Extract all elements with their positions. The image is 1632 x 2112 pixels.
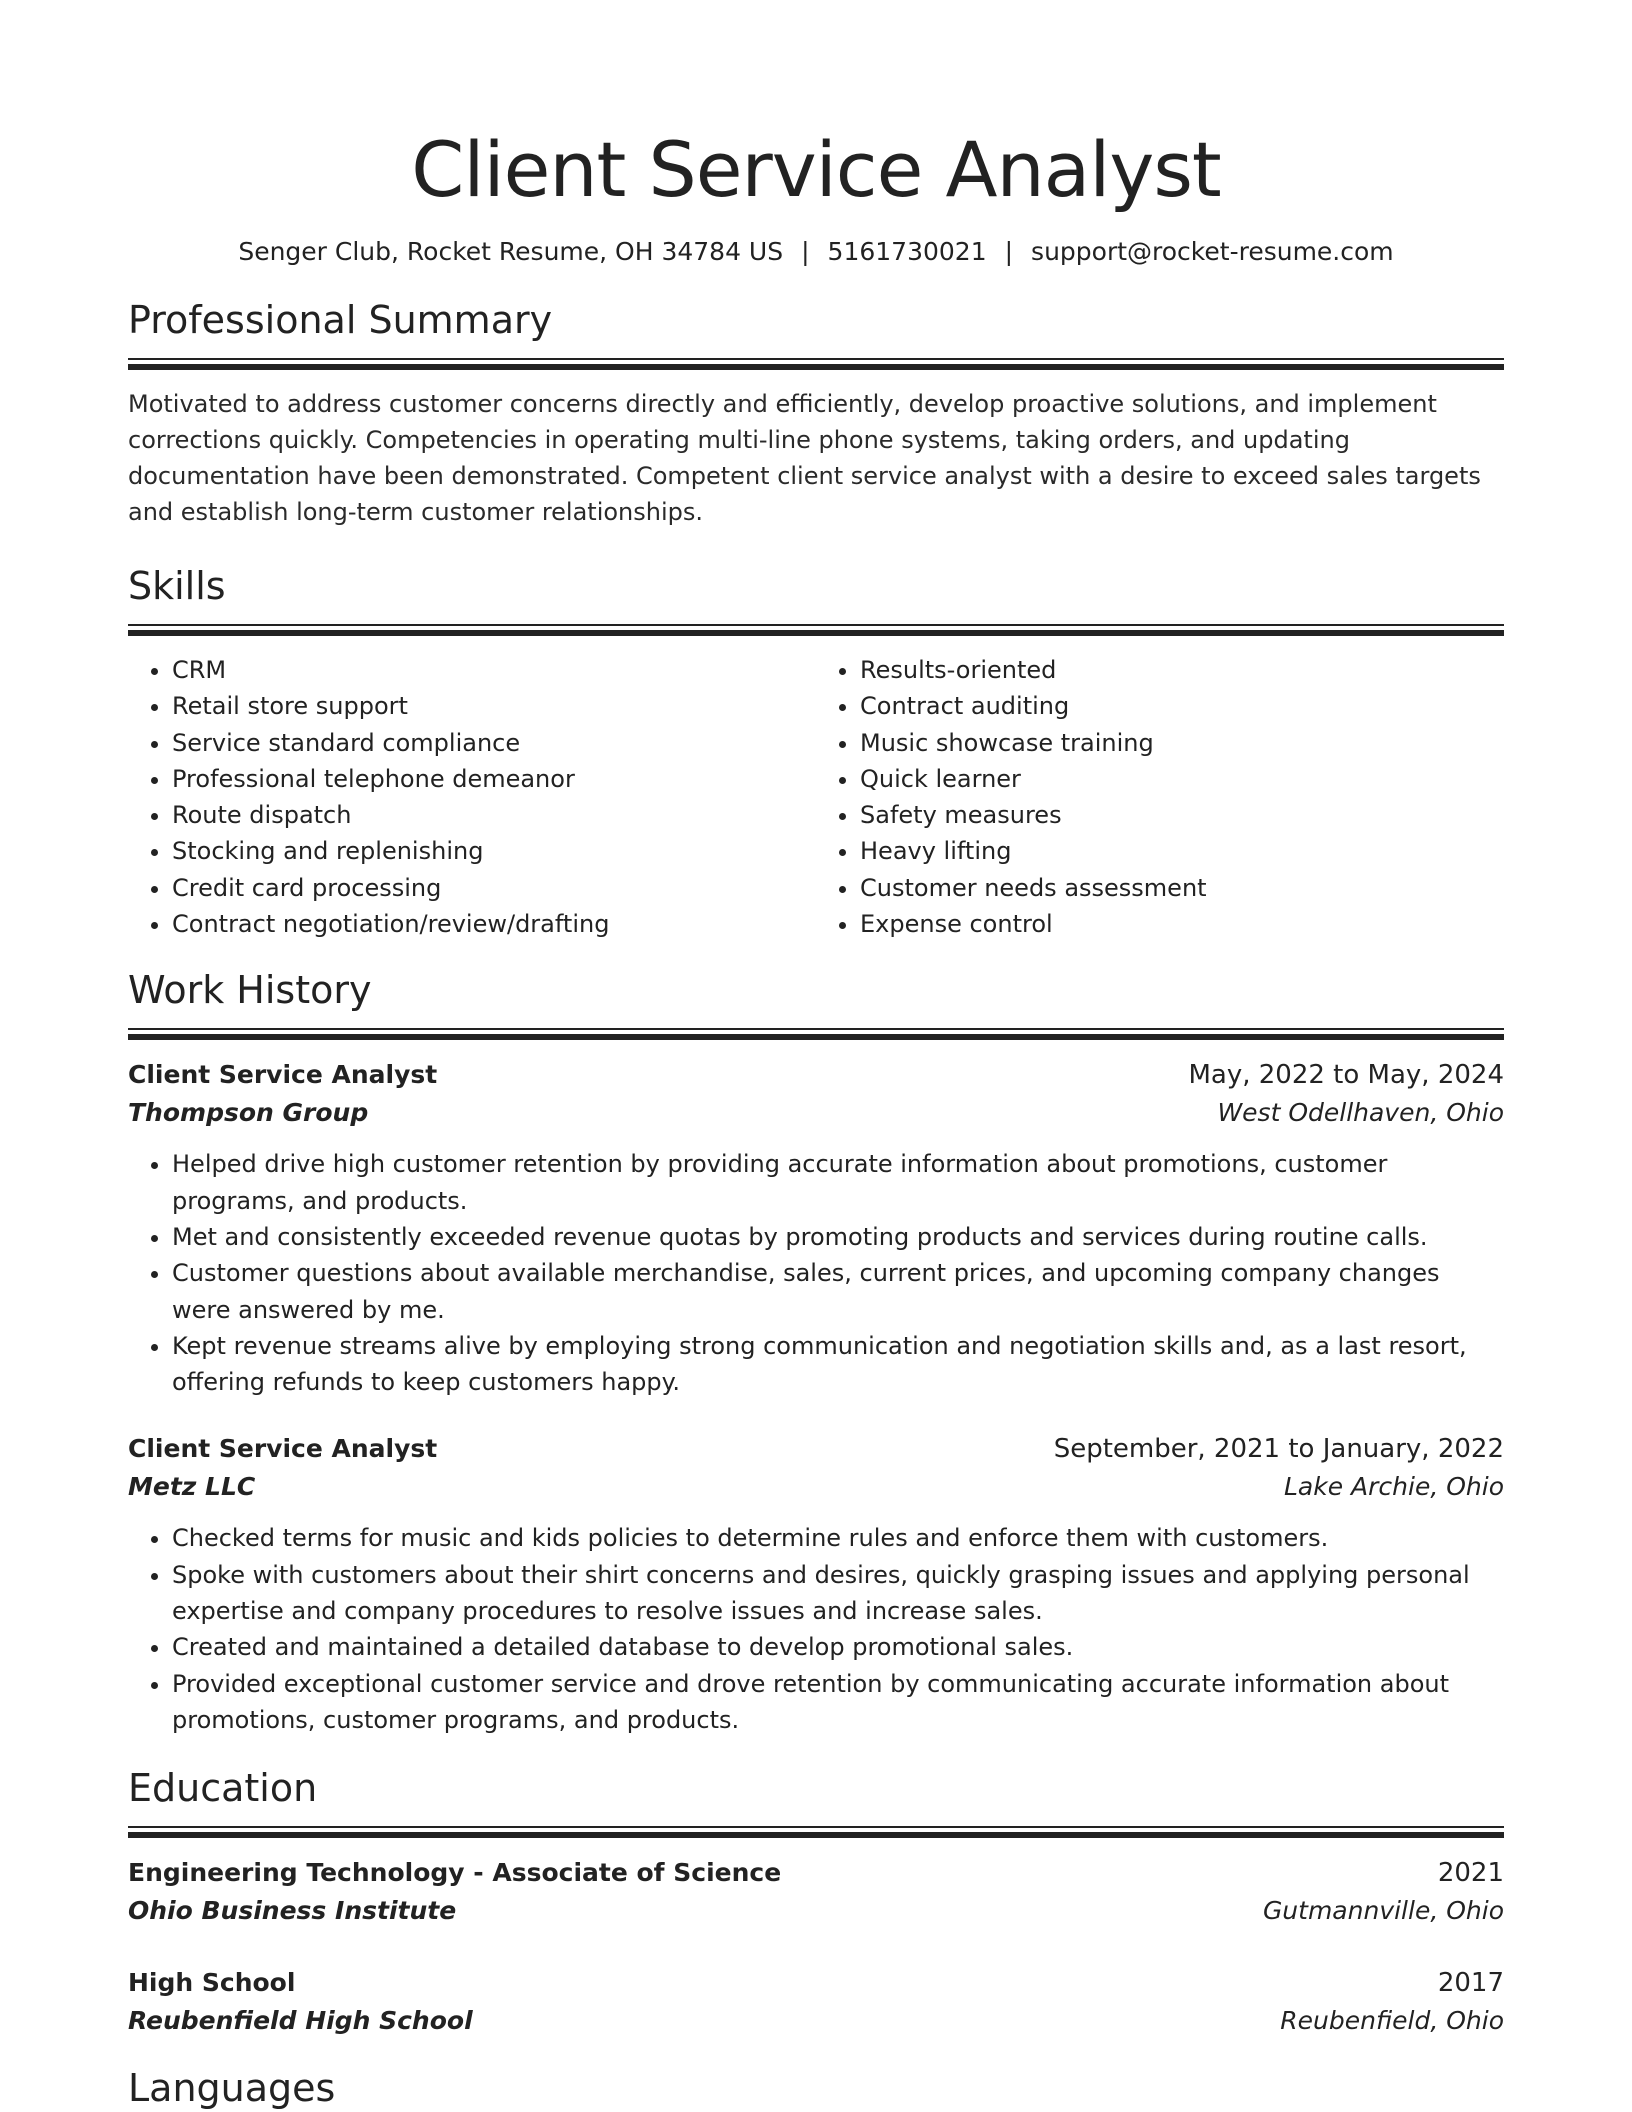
job-company-row — [128, 1094, 1504, 1132]
skill-item: • Retail store support — [172, 688, 816, 724]
job-entry — [128, 1430, 1504, 1738]
education-year: 2021 — [1437, 1858, 1504, 1889]
education-year: 2017 — [1437, 1968, 1504, 1999]
job-bullet: • Checked terms for music and kids policies to determine rules and enforce them with customers. — [172, 1520, 1504, 1556]
education-location: Reubenfield, Ohio — [1280, 2006, 1504, 2036]
education-header-row — [128, 1964, 1504, 2002]
job-dates: September, 2021 to January, 2022 — [1053, 1434, 1504, 1465]
contact-address: Senger Club, Rocket Resume, OH 34784 US — [238, 237, 784, 266]
education-entry — [128, 1964, 1504, 2040]
section-divider — [128, 1826, 1504, 1838]
skill-item: • Route dispatch — [172, 797, 816, 833]
education-school: Ohio Business Institute — [128, 1896, 457, 1926]
section-title-languages: Languages — [128, 2066, 336, 2111]
education-entry — [128, 1854, 1504, 1930]
contact-line — [128, 236, 1504, 268]
work-section — [128, 966, 1504, 1738]
skill-item: • Credit card processing — [172, 870, 816, 906]
job-entry — [128, 1056, 1504, 1400]
languages-section — [128, 2064, 1504, 2112]
job-company: Metz LLC — [128, 1472, 256, 1502]
skill-item: • Music showcase training — [860, 725, 1504, 761]
education-school: Reubenfield High School — [128, 2006, 473, 2036]
education-school-row — [128, 2002, 1504, 2040]
education-school-row — [128, 1892, 1504, 1930]
job-header-row — [128, 1430, 1504, 1468]
education-section — [128, 1764, 1504, 2040]
skill-item: • Expense control — [860, 906, 1504, 942]
skill-item: • Results-oriented — [860, 652, 1504, 688]
job-header-row — [128, 1056, 1504, 1094]
skill-item: • Heavy lifting — [860, 833, 1504, 869]
job-location: West Odellhaven, Ohio — [1217, 1098, 1504, 1128]
job-bullets — [128, 1520, 1504, 1738]
skill-item: • Customer needs assessment — [860, 870, 1504, 906]
job-title: Client Service Analyst — [128, 1434, 438, 1464]
job-title: Client Service Analyst — [128, 1060, 438, 1090]
section-title-work: Work History — [128, 968, 372, 1013]
resume-name: Client Service Analyst — [411, 125, 1221, 214]
summary-section — [128, 296, 1504, 530]
section-divider — [128, 624, 1504, 636]
job-bullet: • Customer questions about available merchandise, sales, current prices, and upcoming company changes were answered by me. — [172, 1255, 1504, 1328]
job-bullet: • Spoke with customers about their shirt concerns and desires, quickly grasping issues and applying personal expertise and company procedures to resolve issues and increase sales. — [172, 1557, 1504, 1630]
summary-text: Motivated to address customer concerns directly and efficiently, develop proactive solutions, and implement corrections quickly. Competencies in operating multi-line phone systems, taking orders, and updating documentation have been demonstrated. Competent client service analyst with a desire to exceed sales targets and establish long-term customer relationships. — [128, 390, 1481, 526]
education-location: Gutmannville, Ohio — [1262, 1896, 1504, 1926]
section-title-summary: Professional Summary — [128, 298, 553, 342]
skills-section — [128, 562, 1504, 942]
job-location: Lake Archie, Ohio — [1283, 1472, 1504, 1502]
section-divider — [128, 358, 1504, 370]
job-bullet: • Met and consistently exceeded revenue quotas by promoting products and services during routine calls. — [172, 1219, 1504, 1255]
skill-item: • Stocking and replenishing — [172, 833, 816, 869]
education-degree: Engineering Technology - Associate of Science — [128, 1858, 782, 1888]
resume-page — [128, 0, 1504, 2112]
section-title-skills: Skills — [128, 564, 226, 608]
contact-separator: | — [801, 237, 810, 266]
skills-list-left — [128, 652, 816, 942]
skill-item: • Quick learner — [860, 761, 1504, 797]
skill-item: • Contract auditing — [860, 688, 1504, 724]
section-title-education: Education — [128, 1766, 318, 1811]
job-bullet: • Helped drive high customer retention by providing accurate information about promotions, customer programs, and products. — [172, 1146, 1504, 1219]
skills-columns — [128, 652, 1504, 942]
skill-item: • Safety measures — [860, 797, 1504, 833]
section-divider — [128, 1028, 1504, 1040]
skill-item: • CRM — [172, 652, 816, 688]
job-dates: May, 2022 to May, 2024 — [1188, 1060, 1504, 1091]
job-bullet: • Kept revenue streams alive by employing strong communication and negotiation skills and, as a last resort, offering refunds to keep customers happy. — [172, 1328, 1504, 1401]
contact-separator: | — [1004, 237, 1014, 266]
job-company-row — [128, 1468, 1504, 1506]
skill-item: • Contract negotiation/review/drafting — [172, 906, 816, 942]
job-bullets — [128, 1146, 1504, 1400]
skills-list-right — [816, 652, 1504, 942]
job-company: Thompson Group — [128, 1098, 369, 1128]
resume-header — [128, 122, 1504, 268]
contact-phone: 5161730021 — [827, 237, 987, 266]
job-bullet: • Created and maintained a detailed database to develop promotional sales. — [172, 1629, 1504, 1665]
education-degree: High School — [128, 1968, 296, 1998]
education-header-row — [128, 1854, 1504, 1892]
contact-email: support@rocket-resume.com — [1031, 237, 1394, 266]
skill-item: • Service standard compliance — [172, 725, 816, 761]
job-bullet: • Provided exceptional customer service and drove retention by communicating accurate information about promotions, customer programs, and products. — [172, 1666, 1504, 1739]
skill-item: • Professional telephone demeanor — [172, 761, 816, 797]
